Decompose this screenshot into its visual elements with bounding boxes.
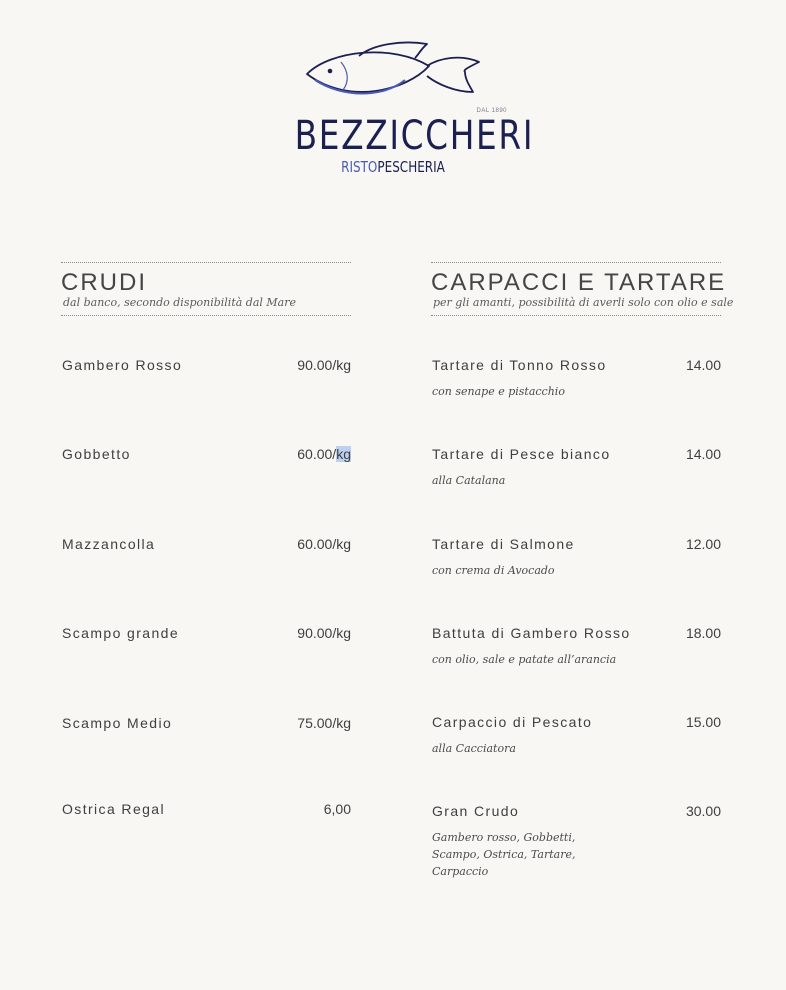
section-subtitle: per gli amanti, possibilità di averli solo con olio e sale [433,296,734,309]
item-name: Scampo grande [62,625,180,641]
brand-sub-risto: RISTO [341,158,378,176]
brand-established: DAL 1890 [476,108,507,114]
menu-item [431,714,721,774]
menu-item [61,446,351,506]
item-name: Mazzancolla [62,536,156,552]
item-name: Tartare di Salmone [432,536,575,552]
section-header [61,262,351,316]
item-name: Gobbetto [62,446,131,462]
item-description: con crema di Avocado [432,564,555,577]
brand-sub-pescheria: PESCHERIA [377,158,445,176]
menu-item [61,625,351,685]
item-description: alla Catalana [432,474,506,487]
item-price: 15.00 [685,714,721,730]
section-subtitle: dal banco, secondo disponibilità dal Mare [63,296,297,309]
fish-icon [303,40,483,106]
menu-item [61,357,351,417]
item-price: 90.00/kg [297,625,351,641]
section-title: CRUDI [61,269,147,296]
item-name: Ostrica Regal [62,801,166,817]
section-title: CARPACCI E TARTARE [431,269,727,296]
selected-text-highlight[interactable]: kg [336,446,351,462]
section-header [431,262,734,316]
item-price: 60.00/kg [297,536,351,552]
brand-logo [0,40,786,176]
menu-item [431,803,721,878]
item-price: 90.00/kg [297,357,351,373]
menu-item [61,536,351,596]
item-description: con senape e pistacchio [432,385,565,398]
item-price: 14.00 [685,357,721,373]
item-description: con olio, sale e patate all’arancia [432,653,617,666]
menu-item [431,357,721,417]
item-price: 12.00 [685,536,721,552]
item-name: Carpaccio di Pescato [432,714,593,730]
menu-item [431,536,721,596]
brand-wordmark [273,108,535,176]
menu-item [431,625,721,685]
item-price [297,446,351,462]
brand-name: BEZZICCHERI [294,113,535,159]
brand-subtitle [297,158,489,176]
item-description: alla Cacciatora [432,742,516,755]
menu-item [61,715,351,775]
item-name: Tartare di Tonno Rosso [432,357,607,373]
item-name: Gran Crudo [432,803,520,819]
item-price: 14.00 [685,446,721,462]
item-name: Tartare di Pesce bianco [432,446,611,462]
menu-item [431,446,721,506]
item-price: 18.00 [685,625,721,641]
item-name: Battuta di Gambero Rosso [432,625,631,641]
item-price: 75.00/kg [297,715,351,731]
section-crudi [61,262,351,817]
menu-item [61,801,351,861]
item-price: 6,00 [323,801,351,817]
item-name: Gambero Rosso [62,357,183,373]
item-price-value: 60.00/ [297,446,337,462]
item-price: 30.00 [685,803,721,819]
section-carpacci-tartare [431,262,734,878]
item-description: Gambero rosso, Gobbetti, Scampo, Ostrica, Tartare, Carpaccio [432,831,576,878]
item-name: Scampo Medio [62,715,173,731]
